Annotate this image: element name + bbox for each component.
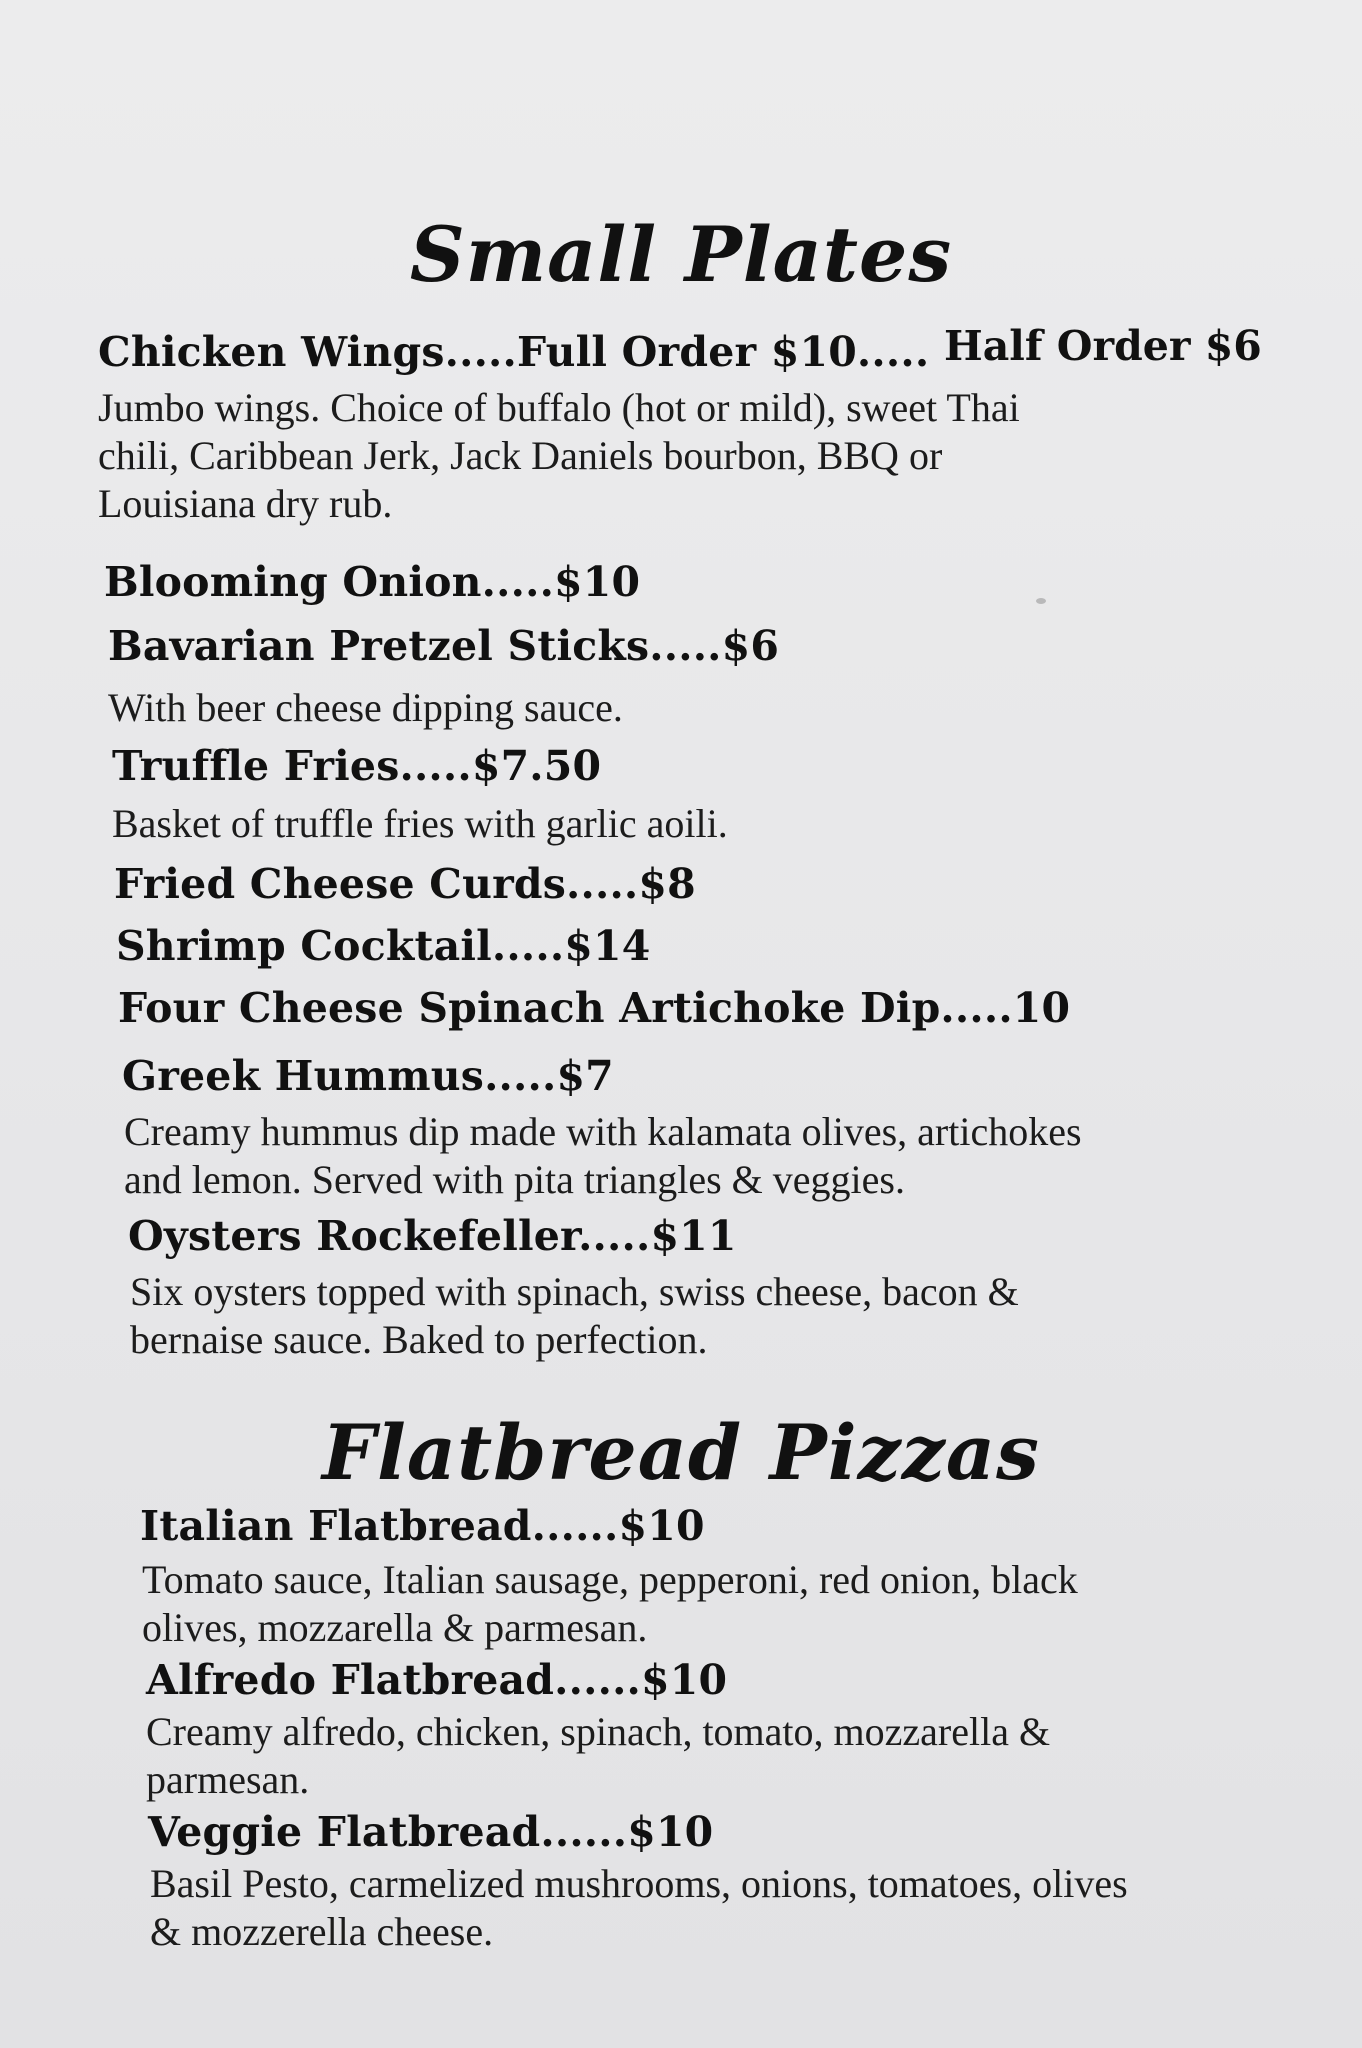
oysters-rockefeller-description (130, 1268, 1270, 1364)
desc-line: Six oysters topped with spinach, swiss cheese, bacon & (130, 1269, 1019, 1314)
small-plates-title: Small Plates (409, 210, 953, 299)
shrimp-cocktail-name: Shrimp Cocktail.....$14 (116, 922, 651, 970)
blooming-onion-name: Blooming Onion.....$10 (104, 558, 641, 606)
desc-line: chili, Caribbean Jerk, Jack Daniels bourbon, BBQ or (98, 433, 943, 478)
desc-line: and lemon. Served with pita triangles & veggies. (124, 1157, 905, 1202)
veggie-flatbread-name: Veggie Flatbread......$10 (148, 1808, 714, 1856)
desc-line: & mozzerella cheese. (150, 1909, 494, 1954)
desc-line: parmesan. (146, 1757, 310, 1802)
flatbread-pizzas-title: Flatbread Pizzas (322, 1408, 1040, 1497)
desc-line: Jumbo wings. Choice of buffalo (hot or mild), sweet Thai (98, 385, 1020, 430)
truffle-fries-name: Truffle Fries.....$7.50 (112, 742, 602, 790)
oysters-rockefeller-name: Oysters Rockefeller.....$11 (128, 1212, 737, 1260)
desc-line: bernaise sauce. Baked to perfection. (130, 1317, 708, 1362)
veggie-flatbread-description (150, 1860, 1290, 1956)
greek-hummus-description (124, 1108, 1264, 1204)
chicken-wings-name: Chicken Wings.....Full Order $10..... (98, 328, 930, 376)
desc-line: Louisiana dry rub. (98, 481, 393, 526)
chicken-wings-half-order: Half Order $6 (944, 322, 1262, 370)
italian-flatbread-name: Italian Flatbread......$10 (140, 1502, 705, 1550)
chicken-wings-description (98, 384, 1238, 528)
desc-line: olives, mozzarella & parmesan. (142, 1605, 648, 1650)
desc-line: Creamy alfredo, chicken, spinach, tomato, mozzarella & (146, 1709, 1051, 1754)
truffle-fries-description (112, 800, 1252, 848)
greek-hummus-name: Greek Hummus.....$7 (122, 1052, 614, 1100)
italian-flatbread-description (142, 1556, 1282, 1652)
cheese-curds-name: Fried Cheese Curds.....$8 (114, 860, 696, 908)
paper-speck (1036, 598, 1046, 604)
alfredo-flatbread-name: Alfredo Flatbread......$10 (146, 1656, 728, 1704)
desc-line: Basil Pesto, carmelized mushrooms, onions, tomatoes, olives (150, 1861, 1128, 1906)
pretzel-sticks-name: Bavarian Pretzel Sticks.....$6 (108, 622, 780, 670)
spinach-dip-name: Four Cheese Spinach Artichoke Dip.....10 (118, 984, 1071, 1032)
desc-line: Creamy hummus dip made with kalamata olives, artichokes (124, 1109, 1082, 1154)
alfredo-flatbread-description (146, 1708, 1286, 1804)
desc-line: With beer cheese dipping sauce. (108, 685, 623, 730)
desc-line: Tomato sauce, Italian sausage, pepperoni, red onion, black (142, 1557, 1078, 1602)
pretzel-sticks-description (108, 684, 1248, 732)
desc-line: Basket of truffle fries with garlic aoili. (112, 801, 728, 846)
